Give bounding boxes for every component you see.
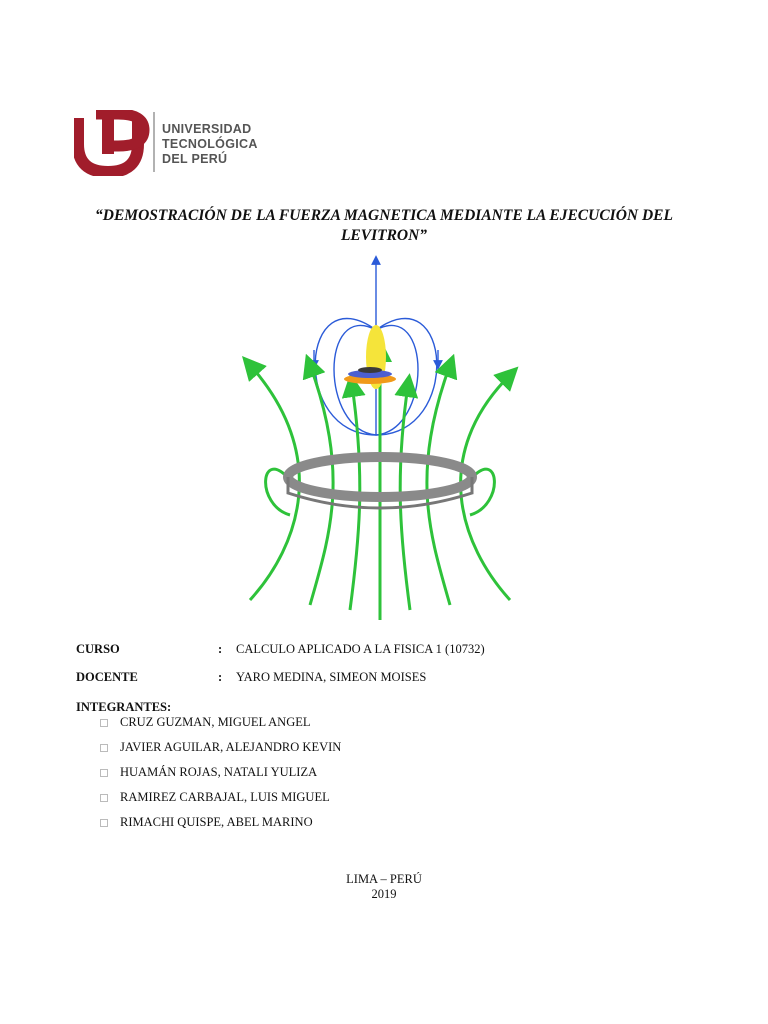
university-name: UNIVERSIDAD TECNOLÓGICA DEL PERÚ <box>162 122 258 166</box>
teacher-separator: : <box>218 670 223 684</box>
list-item: CRUZ GUZMAN, MIGUEL ANGEL <box>100 715 341 740</box>
list-item: HUAMÁN ROJAS, NATALI YULIZA <box>100 765 341 790</box>
bullet-icon <box>100 769 108 777</box>
footer <box>0 872 768 902</box>
course-label: CURSO <box>76 642 120 656</box>
bullet-icon <box>100 719 108 727</box>
course-value: CALCULO APLICADO A LA FISICA 1 (10732) <box>236 642 485 656</box>
bullet-icon <box>100 819 108 827</box>
members-list <box>100 715 341 840</box>
levitron-field-illustration <box>240 255 520 630</box>
bullet-icon <box>100 794 108 802</box>
teacher-label: DOCENTE <box>76 670 138 684</box>
list-item: RIMACHI QUISPE, ABEL MARINO <box>100 815 341 840</box>
list-item: RAMIREZ CARBAJAL, LUIS MIGUEL <box>100 790 341 815</box>
course-separator: : <box>218 642 223 656</box>
members-heading: INTEGRANTES: <box>76 700 172 714</box>
teacher-value: YARO MEDINA, SIMEON MOISES <box>236 670 427 684</box>
list-item: JAVIER AGUILAR, ALEJANDRO KEVIN <box>100 740 341 765</box>
footer-place: LIMA – PERÚ <box>346 872 422 886</box>
footer-year: 2019 <box>371 887 397 901</box>
document-title: “DEMOSTRACIÓN DE LA FUERZA MAGNETICA MEDIANTE LA EJECUCIÓN DEL LEVITRON” <box>95 207 673 244</box>
bullet-icon <box>100 744 108 752</box>
